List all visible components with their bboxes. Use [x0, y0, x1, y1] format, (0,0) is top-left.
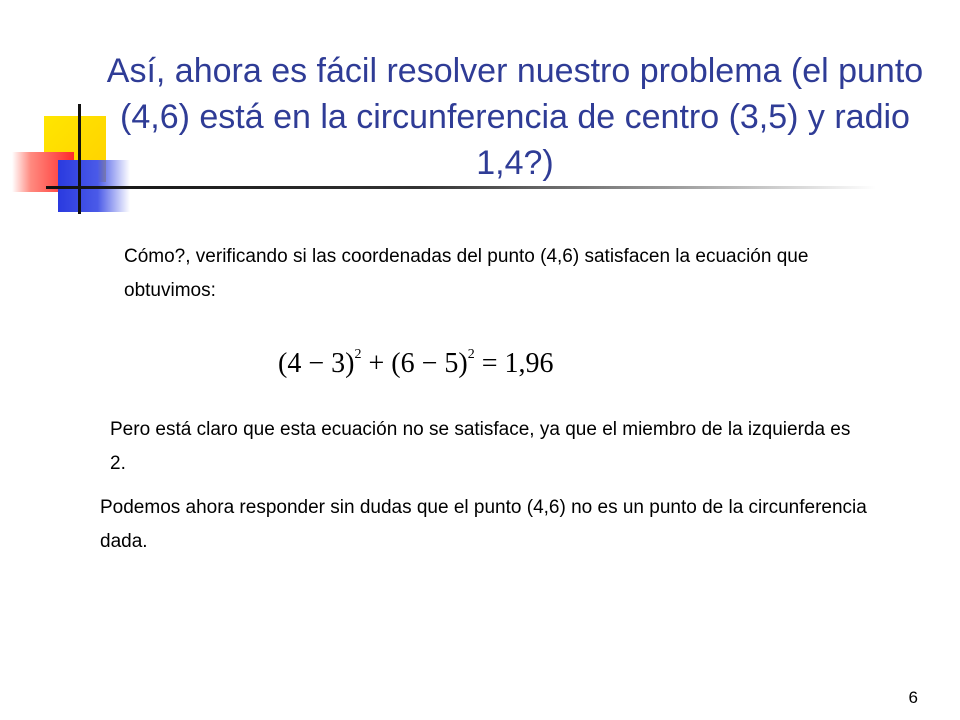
- equation-plus: +: [361, 348, 392, 379]
- equation: [278, 330, 608, 380]
- paragraph-1-text: Cómo?, verificando si las coordenadas del punto (4,6) satisfacen la ecuación que obtuvimos:: [124, 246, 809, 301]
- body-paragraph-1: [124, 240, 864, 308]
- vertical-rule: [78, 104, 81, 214]
- equation-exponent-2: 2: [467, 347, 475, 362]
- slide-title: Así, ahora es fácil resolver nuestro problema (el punto (4,6) está en la circunferencia de centro (3,5) y radio 1,4?): [106, 52, 924, 182]
- equation-rhs: = 1,96: [474, 348, 554, 379]
- page-number: 6: [908, 688, 918, 707]
- equation-text: [278, 330, 608, 389]
- title-underline: [46, 186, 876, 189]
- paragraph-3-text: Podemos ahora responder sin dudas que el punto (4,6) no es un punto de la circunferencia dada.: [100, 497, 867, 552]
- body-paragraph-3: [100, 491, 870, 559]
- equation-term-1: (4 − 3): [278, 348, 355, 379]
- body-paragraph-2: [110, 413, 870, 481]
- equation-exponent-1: 2: [354, 347, 362, 362]
- equation-term-2: (6 − 5): [391, 348, 468, 379]
- paragraph-2-text: Pero está claro que esta ecuación no se satisface, ya que el miembro de la izquierda es 2.: [110, 419, 851, 474]
